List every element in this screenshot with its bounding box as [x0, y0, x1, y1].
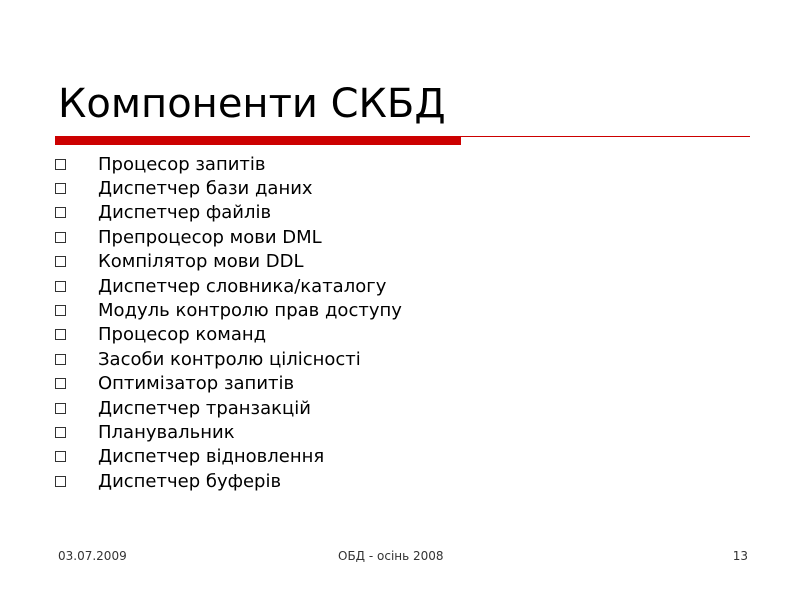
list-item: [54, 152, 402, 176]
list-item: [54, 225, 402, 249]
list-item: [54, 420, 402, 444]
square-bullet-icon: [55, 329, 66, 340]
square-bullet-icon: [55, 232, 66, 243]
list-item-text: Модуль контролю прав доступу: [98, 300, 402, 322]
list-item: [54, 469, 402, 493]
square-bullet-icon: [55, 451, 66, 462]
list-item: [54, 298, 402, 322]
list-item-text: Планувальник: [98, 421, 235, 443]
footer-course: ОБД - осінь 2008: [338, 549, 444, 563]
list-item-text: Диспетчер транзакцій: [98, 397, 311, 419]
square-bullet-icon: [55, 403, 66, 414]
square-bullet-icon: [55, 207, 66, 218]
square-bullet-icon: [55, 305, 66, 316]
list-item-text: Препроцесор мови DML: [98, 226, 322, 248]
list-item-text: Диспетчер відновлення: [98, 446, 325, 468]
square-bullet-icon: [55, 427, 66, 438]
list-item-text: Диспетчер бази даних: [98, 178, 313, 200]
list-item-text: Процесор команд: [98, 324, 267, 346]
list-item: [54, 176, 402, 200]
square-bullet-icon: [55, 159, 66, 170]
list-item: [54, 372, 402, 396]
square-bullet-icon: [55, 281, 66, 292]
list-item-text: Диспетчер словника/каталогу: [98, 275, 387, 297]
square-bullet-icon: [55, 183, 66, 194]
list-item: [54, 347, 402, 371]
title-underline-thin: [461, 136, 750, 137]
slide-title: Компоненти СКБД: [58, 81, 446, 127]
list-item: [54, 274, 402, 298]
square-bullet-icon: [55, 354, 66, 365]
list-item: [54, 201, 402, 225]
square-bullet-icon: [55, 476, 66, 487]
list-item-text: Диспетчер файлів: [98, 202, 272, 224]
list-item-text: Диспетчер буферів: [98, 470, 282, 492]
list-item: [54, 250, 402, 274]
list-item: [54, 323, 402, 347]
footer-date: 03.07.2009: [58, 549, 127, 563]
list-item-text: Компілятор мови DDL: [98, 251, 304, 273]
square-bullet-icon: [55, 256, 66, 267]
list-item: [54, 445, 402, 469]
bullet-list: [54, 152, 402, 493]
list-item-text: Оптимізатор запитів: [98, 373, 295, 395]
title-underline-thick: [55, 136, 461, 145]
list-item-text: Процесор запитів: [98, 153, 266, 175]
list-item-text: Засоби контролю цілісності: [98, 348, 361, 370]
square-bullet-icon: [55, 378, 66, 389]
list-item: [54, 396, 402, 420]
page-number: 13: [732, 549, 748, 563]
